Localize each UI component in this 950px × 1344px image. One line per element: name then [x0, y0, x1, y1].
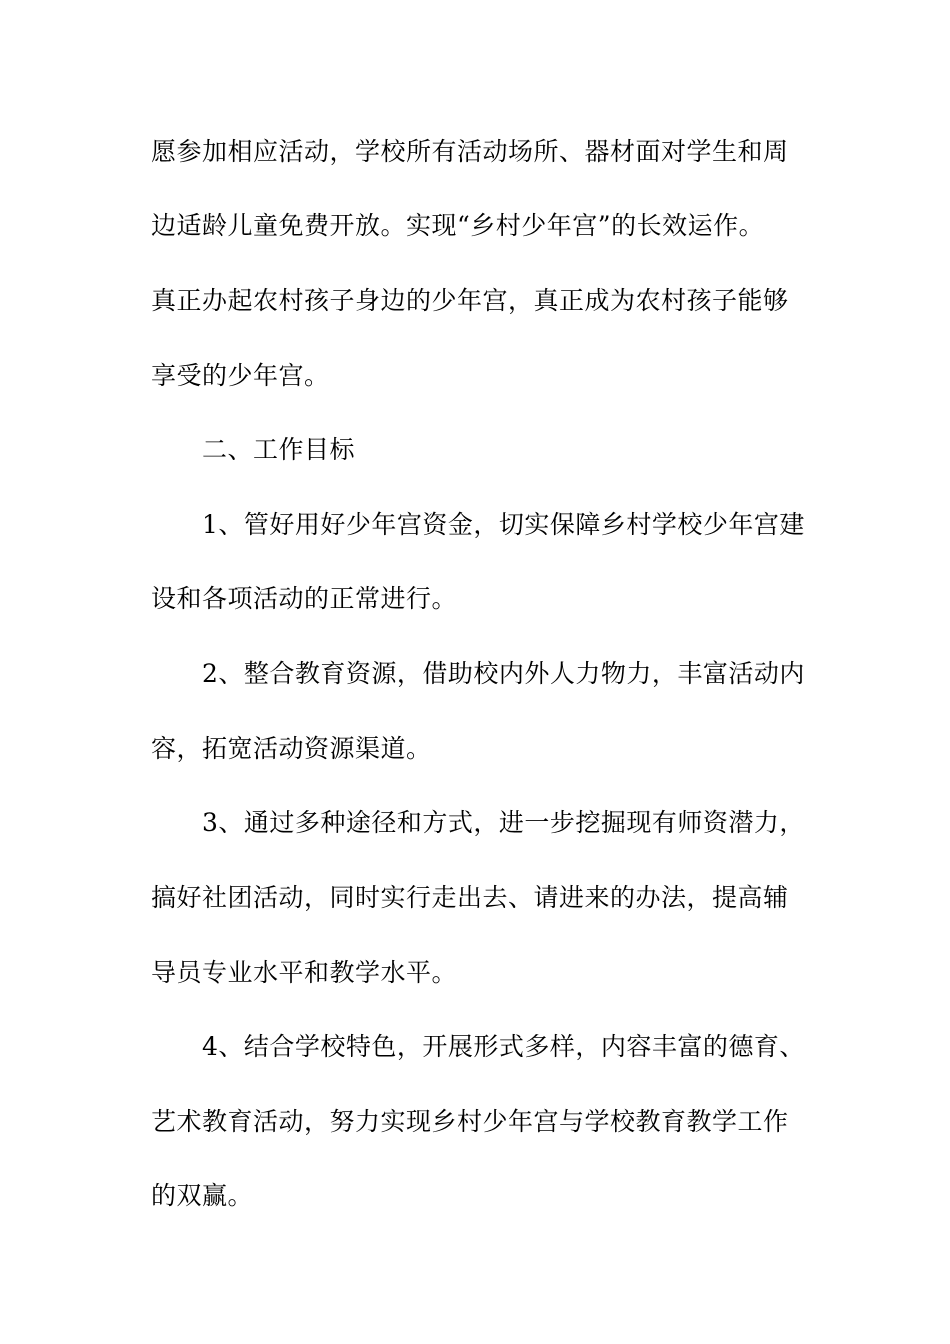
text-line: 艺术教育活动，努力实现乡村少年宫与学校教育教学工作 [151, 1107, 789, 1136]
text-line: 3、通过多种途径和方式，进一步挖掘现有师资潜力， [202, 808, 805, 837]
text-line: 1、管好用好少年宫资金，切实保障乡村学校少年宫建 [202, 510, 805, 539]
text-line: 设和各项活动的正常进行。 [151, 584, 458, 613]
text-line: 2、整合教育资源，借助校内外人力物力，丰富活动内 [202, 659, 805, 688]
text-line: 搞好社团活动，同时实行走出去、请进来的办法，提高辅 [151, 883, 789, 912]
text-line: 容，拓宽活动资源渠道。 [151, 734, 432, 763]
section-heading: 二、工作目标 [202, 435, 356, 464]
text-line: 4、结合学校特色，开展形式多样，内容丰富的德育、 [202, 1032, 805, 1061]
text-line: 的双赢。 [151, 1181, 254, 1210]
text-line: 真正办起农村孩子身边的少年宫，真正成为农村孩子能够 [151, 286, 789, 315]
text-line: 享受的少年宫。 [151, 361, 330, 390]
text-line: 导员专业水平和教学水平。 [151, 958, 458, 987]
text-line: 边适龄儿童免费开放。实现“乡村少年宫”的长效运作。 [151, 211, 765, 240]
text-line: 愿参加相应活动，学校所有活动场所、器材面对学生和周 [151, 137, 789, 166]
